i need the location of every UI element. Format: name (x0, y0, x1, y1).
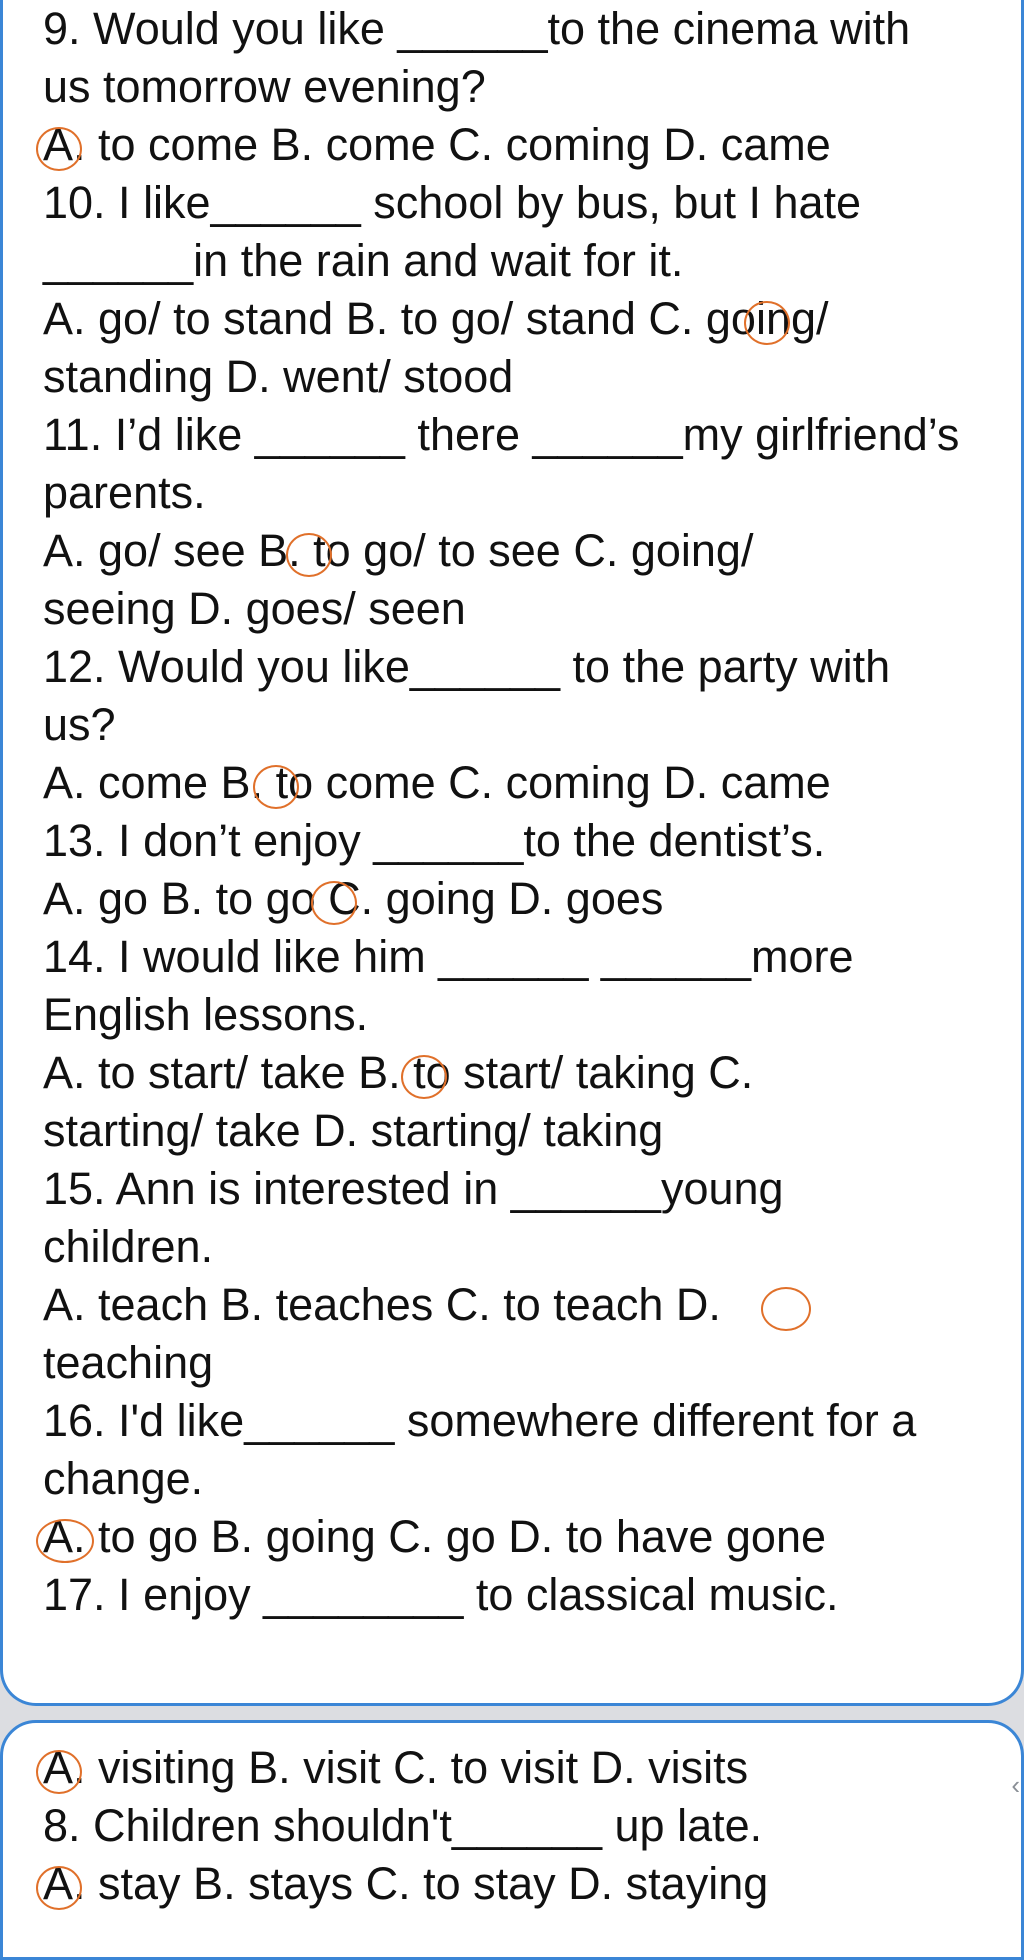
question-9-line-1: 9. Would you like ______to the cinema with (43, 3, 911, 54)
question-15-line-2: children. (43, 1221, 214, 1272)
question-16-line-2: change. (43, 1453, 204, 1504)
answer-options-12: A. come B. to come C. coming D. came (43, 757, 831, 808)
question-14-line-2: English lessons. (43, 989, 369, 1040)
question-8: 8. Children shouldn't______ up late. (43, 1800, 763, 1851)
answer-options-10-line-1: A. go/ to stand B. to go/ stand C. going/ (43, 293, 829, 344)
answer-options-11-line-1: A. go/ see B. to go/ to see C. going/ (43, 525, 754, 576)
question-10-line-2: ______in the rain and wait for it. (43, 235, 684, 286)
question-11-line-1: 11. I’d like ______ there ______my girlfriend’s (43, 409, 960, 460)
question-10-line-1: 10. I like______ school by bus, but I hate (43, 177, 862, 228)
question-17: 17. I enjoy ________ to classical music. (43, 1569, 839, 1620)
answer-options-14-line-2: starting/ take D. starting/ taking (43, 1105, 664, 1156)
question-14-line-1: 14. I would like him ______ ______more (43, 931, 854, 982)
chevron-icon[interactable]: ‹ (1011, 1770, 1020, 1800)
question-15-line-1: 15. Ann is interested in ______young (43, 1163, 784, 1214)
answer-options-16: A. to go B. going C. go D. to have gone (43, 1511, 827, 1562)
message-card-bottom (0, 1720, 1024, 1960)
answer-options-13: A. go B. to go C. going D. goes (43, 873, 664, 924)
question-11-line-2: parents. (43, 467, 206, 518)
question-12-line-2: us? (43, 699, 116, 750)
answer-options-10-line-2: standing D. went/ stood (43, 351, 514, 402)
answer-options-11-line-2: seeing D. goes/ seen (43, 583, 466, 634)
answer-options-14-line-1: A. to start/ take B. to start/ taking C. (43, 1047, 754, 1098)
answer-options-17: A. visiting B. visit C. to visit D. visits (43, 1742, 749, 1793)
answer-options-8: A. stay B. stays C. to stay D. staying (43, 1858, 769, 1909)
question-13: 13. I don’t enjoy ______to the dentist’s. (43, 815, 826, 866)
answer-options-15-line-1: A. teach B. teaches C. to teach D. (43, 1279, 721, 1330)
question-12-line-1: 12. Would you like______ to the party with (43, 641, 891, 692)
question-16-line-1: 16. I'd like______ somewhere different for a (43, 1395, 917, 1446)
question-9-line-2: us tomorrow evening? (43, 61, 486, 112)
answer-options-9: A. to come B. come C. coming D. came (43, 119, 831, 170)
answer-options-15-line-2: teaching (43, 1337, 214, 1388)
